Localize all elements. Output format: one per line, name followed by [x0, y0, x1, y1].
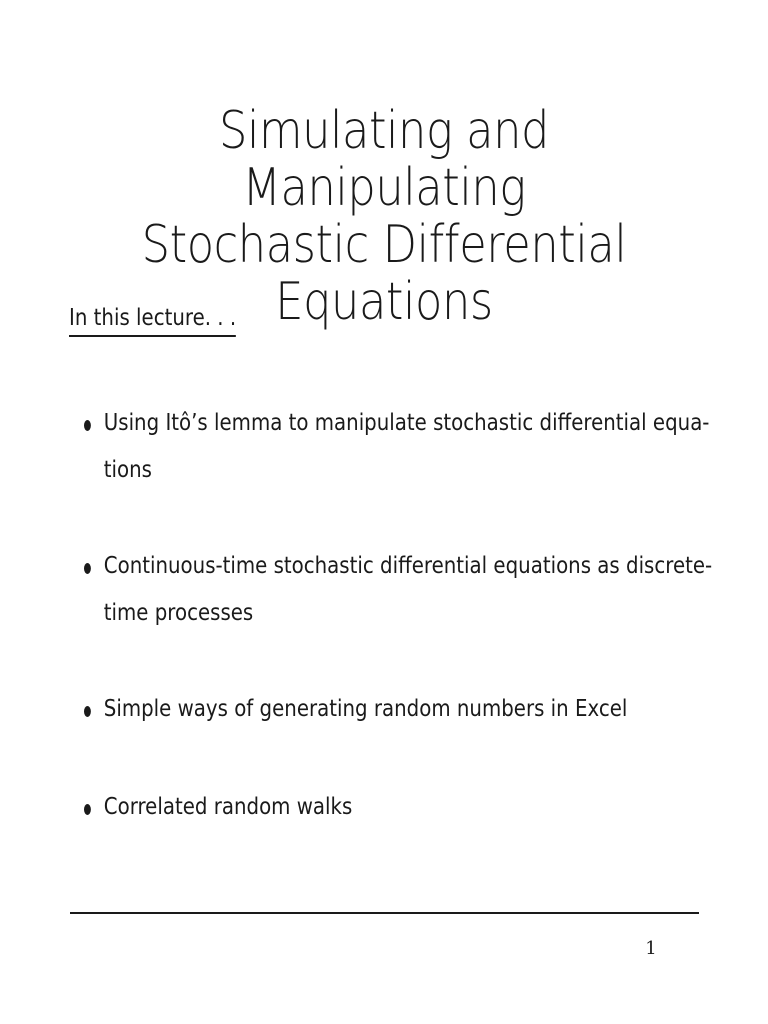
bullet-text: Using Itô’s lemma to manipulate stochastic differential equa-tions	[103, 410, 710, 483]
slide-title-line: Equations	[275, 271, 493, 332]
bullet-dot-icon	[84, 706, 91, 717]
footer-divider	[70, 912, 699, 914]
slide-title	[88, 100, 680, 332]
section-heading: In this lecture. . .	[69, 303, 236, 337]
slide-title-line: Simulating and Manipulating	[218, 100, 550, 218]
bullet-item	[84, 400, 713, 494]
bullet-item	[84, 543, 713, 637]
page-number: 1	[645, 938, 657, 959]
bullet-list	[84, 400, 724, 882]
bullet-text: Simple ways of generating random numbers in Excel	[103, 696, 628, 722]
bullet-text: Correlated random walks	[103, 794, 353, 820]
slide-title-line: Stochastic Differential	[141, 214, 627, 275]
bullet-item	[84, 686, 713, 733]
bullet-dot-icon	[84, 804, 91, 815]
bullet-item	[84, 784, 713, 831]
bullet-dot-icon	[84, 563, 91, 574]
bullet-dot-icon	[84, 420, 91, 431]
bullet-text: Continuous-time stochastic differential equations as discrete-time processes	[103, 553, 713, 626]
